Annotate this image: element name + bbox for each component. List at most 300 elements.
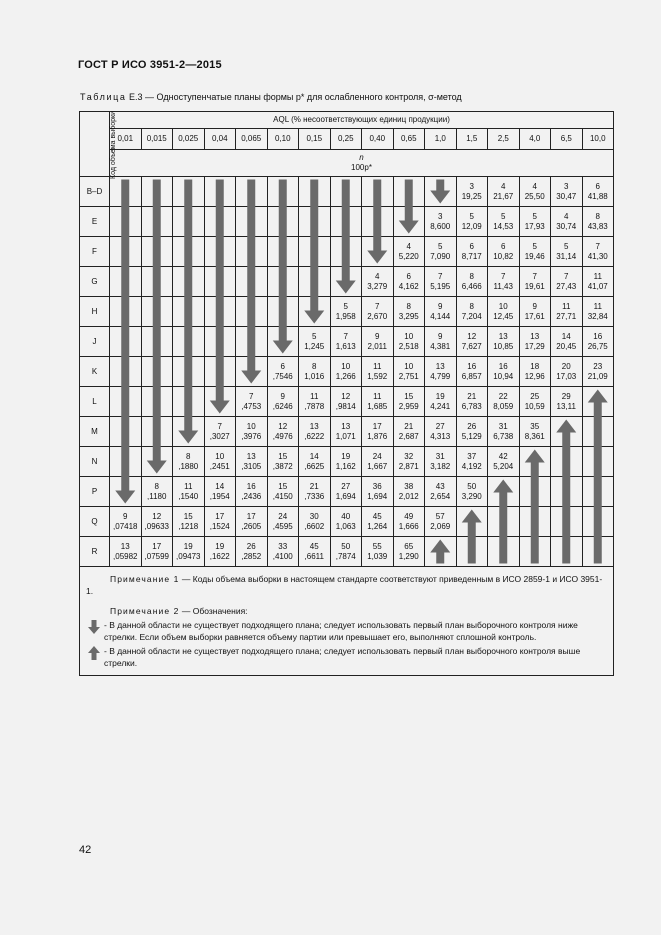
down-arrow-cell — [236, 297, 268, 327]
p-star-value: ,9814 — [335, 401, 356, 411]
sample-size-n: 24 — [372, 451, 382, 461]
p-star-value: ,6222 — [304, 431, 325, 441]
plan-cell — [425, 447, 457, 477]
up-arrow-cell — [519, 477, 551, 507]
plan-cell — [110, 537, 142, 567]
plan-cell — [299, 417, 331, 447]
plan-cell — [393, 387, 425, 417]
down-arrow-cell — [204, 207, 236, 237]
aql-value: 0,25 — [330, 129, 362, 150]
p-star-value: 20,45 — [556, 341, 577, 351]
plan-cell — [299, 447, 331, 477]
p-star-value: ,2852 — [241, 551, 262, 561]
p-star-value: ,1218 — [178, 521, 199, 531]
p-star-value: 1,039 — [367, 551, 388, 561]
p-star-value: ,1954 — [209, 491, 230, 501]
p-star-value: ,2451 — [209, 461, 230, 471]
sample-size-n: 12 — [467, 331, 477, 341]
p-star-value: ,3105 — [241, 461, 262, 471]
down-arrow-cell — [330, 237, 362, 267]
sample-size-n: 36 — [372, 481, 382, 491]
aql-value: 0,40 — [362, 129, 394, 150]
down-arrow-cell — [110, 237, 142, 267]
p-star-value: 17,93 — [524, 221, 545, 231]
down-arrow-cell — [330, 207, 362, 237]
plan-cell — [330, 387, 362, 417]
plan-cell — [267, 387, 299, 417]
p-star-value: 1,016 — [304, 371, 325, 381]
plan-cell — [141, 507, 173, 537]
p-star-value: 2,670 — [367, 311, 388, 321]
p-star-value: 41,30 — [587, 251, 608, 261]
sample-size-code: Q — [80, 507, 110, 537]
p-star-value: 4,313 — [430, 431, 451, 441]
sample-size-n: 15 — [404, 391, 414, 401]
p-star-value: 1,266 — [335, 371, 356, 381]
p-star-value: 1,667 — [367, 461, 388, 471]
sample-size-n: 5 — [469, 211, 474, 221]
sample-size-n: 14 — [309, 451, 319, 461]
sample-size-n: 20 — [561, 361, 571, 371]
plan-cell — [425, 297, 457, 327]
sample-size-n: 57 — [435, 511, 445, 521]
sample-size-n: 5 — [501, 211, 506, 221]
sample-size-n: 8 — [406, 301, 411, 311]
p-star-value: 19,46 — [524, 251, 545, 261]
p-star-value: 2,012 — [398, 491, 419, 501]
sample-size-n: 23 — [593, 361, 603, 371]
sample-size-n: 49 — [404, 511, 414, 521]
p-star-value: ,1622 — [209, 551, 230, 561]
sample-size-n: 13 — [530, 331, 540, 341]
sample-size-n: 50 — [467, 481, 477, 491]
p-star-value: 25,50 — [524, 191, 545, 201]
caption-number: Е.3 — [129, 92, 143, 102]
aql-value: 1,5 — [456, 129, 488, 150]
plan-cell — [425, 207, 457, 237]
sample-size-n: 37 — [467, 451, 477, 461]
table-caption — [80, 92, 462, 102]
sample-size-n: 3 — [469, 181, 474, 191]
arrow-up-icon — [86, 645, 104, 663]
p-star-value: 7,627 — [461, 341, 482, 351]
p-star-value: 1,666 — [398, 521, 419, 531]
down-arrow-cell — [141, 207, 173, 237]
plan-cell — [236, 537, 268, 567]
p-star-value: 19,61 — [524, 281, 545, 291]
sample-size-n: 14 — [215, 481, 225, 491]
plan-cell — [141, 477, 173, 507]
aql-value: 0,10 — [267, 129, 299, 150]
aql-values-row — [80, 129, 614, 150]
p-star-value: 1,071 — [335, 431, 356, 441]
sample-size-n: 19 — [435, 391, 445, 401]
plan-cell — [582, 177, 614, 207]
up-arrow-cell — [488, 507, 520, 537]
plan-cell — [362, 267, 394, 297]
p-star-value: 4,192 — [461, 461, 482, 471]
sample-size-n: 3 — [564, 181, 569, 191]
table-row — [80, 177, 614, 207]
sample-size-n: 8 — [186, 451, 191, 461]
plan-cell — [582, 237, 614, 267]
sample-size-n: 25 — [530, 391, 540, 401]
sample-size-n: 17 — [215, 511, 225, 521]
plan-cell — [551, 177, 583, 207]
down-arrow-cell — [141, 327, 173, 357]
down-arrow-cell — [110, 387, 142, 417]
table-row — [80, 507, 614, 537]
plan-cell — [362, 357, 394, 387]
up-arrow-cell — [488, 537, 520, 567]
sample-size-n: 50 — [341, 541, 351, 551]
plan-cell — [299, 357, 331, 387]
p-star-value: ,09473 — [176, 551, 201, 561]
sample-size-n: 33 — [278, 541, 288, 551]
sample-size-n: 9 — [123, 511, 128, 521]
aql-header: AQL (% несоответствующих единиц продукции) — [110, 112, 614, 129]
down-arrow-cell — [204, 267, 236, 297]
sample-size-n: 45 — [309, 541, 319, 551]
p-star-value: 1,063 — [335, 521, 356, 531]
p-star-value: 8,717 — [461, 251, 482, 261]
p-star-value: 2,687 — [398, 431, 419, 441]
p-star-value: ,6625 — [304, 461, 325, 471]
sample-size-n: 11 — [310, 391, 319, 401]
up-arrow-cell — [519, 507, 551, 537]
p-star-value: 17,29 — [524, 341, 545, 351]
down-arrow-cell — [236, 327, 268, 357]
p-star-value: 3,295 — [398, 311, 419, 321]
up-arrow-cell — [551, 447, 583, 477]
up-arrow-cell — [582, 537, 614, 567]
sample-size-n: 17 — [246, 511, 256, 521]
sample-size-code: K — [80, 357, 110, 387]
down-arrow-cell — [110, 417, 142, 447]
p-star-value: ,1540 — [178, 491, 199, 501]
sample-size-n: 27 — [435, 421, 445, 431]
plan-cell — [299, 507, 331, 537]
plan-cell — [330, 537, 362, 567]
table-row — [80, 357, 614, 387]
plan-cell — [393, 237, 425, 267]
sample-size-n: 45 — [372, 511, 382, 521]
p-star-value: 4,241 — [430, 401, 451, 411]
p-star-value: ,07418 — [113, 521, 138, 531]
p-star-value: 2,518 — [398, 341, 419, 351]
sample-size-n: 31 — [498, 421, 508, 431]
plan-cell — [173, 507, 205, 537]
p-star-value: 13,11 — [556, 401, 576, 411]
aql-value: 0,15 — [299, 129, 331, 150]
sample-size-n: 43 — [435, 481, 445, 491]
down-arrow-cell — [173, 237, 205, 267]
sample-size-n: 26 — [467, 421, 477, 431]
aql-value: 0,025 — [173, 129, 205, 150]
down-arrow-cell — [110, 357, 142, 387]
plan-cell — [425, 387, 457, 417]
p-star-value: ,2436 — [241, 491, 262, 501]
down-arrow-cell — [110, 327, 142, 357]
plan-cell — [551, 297, 583, 327]
p-star-value: 4,144 — [430, 311, 451, 321]
down-arrow-cell — [236, 237, 268, 267]
down-arrow-cell — [362, 177, 394, 207]
sample-size-n: 9 — [375, 331, 380, 341]
sample-size-code: F — [80, 237, 110, 267]
sample-size-code: L — [80, 387, 110, 417]
p-star-value: 5,204 — [493, 461, 514, 471]
note-1: Примечание 1 — Коды объема выборки в настоящем стандарте соответствуют приведенным в ИСО 2859-1 и ИСО 3951-1. — [86, 574, 603, 596]
sample-size-n: 10 — [215, 451, 225, 461]
p-star-value: 1,245 — [304, 341, 325, 351]
p-star-value: 8,600 — [430, 221, 451, 231]
legend-down: - В данной области не существует подходящего плана; следует использовать первый план выборочного контроля ниже стрелки. Если объем выборки равняется объему партии или превышает его, выполняют сплошной контроль. — [86, 619, 607, 643]
plan-cell — [330, 297, 362, 327]
up-arrow-cell — [582, 387, 614, 417]
sample-size-n: 13 — [120, 541, 130, 551]
down-arrow-cell — [141, 297, 173, 327]
down-arrow-cell — [173, 357, 205, 387]
down-arrow-cell — [299, 267, 331, 297]
plan-cell — [267, 507, 299, 537]
plan-cell — [519, 237, 551, 267]
p-star-value: 2,751 — [398, 371, 419, 381]
aql-value: 0,065 — [236, 129, 268, 150]
sample-size-n: 7 — [217, 421, 222, 431]
p-star-value: 1,290 — [398, 551, 419, 561]
plan-cell — [425, 477, 457, 507]
plan-cell — [425, 237, 457, 267]
p-star-value: 21,67 — [493, 191, 514, 201]
p-star-value: 21,09 — [587, 371, 608, 381]
p-star-value: 2,011 — [367, 341, 387, 351]
sample-size-n: 8 — [312, 361, 317, 371]
p-star-value: 10,94 — [493, 371, 514, 381]
plan-cell — [299, 327, 331, 357]
p-star-value: ,7878 — [304, 401, 325, 411]
sample-size-n: 6 — [469, 241, 474, 251]
down-arrow-cell — [236, 357, 268, 387]
sample-size-n: 7 — [343, 331, 348, 341]
sample-size-n: 16 — [246, 481, 256, 491]
plan-cell — [173, 537, 205, 567]
sample-size-n: 4 — [375, 271, 380, 281]
down-arrow-cell — [330, 267, 362, 297]
down-arrow-cell — [204, 387, 236, 417]
down-arrow-cell — [236, 177, 268, 207]
page-number: 42 — [79, 844, 92, 856]
p-star-value: 2,959 — [398, 401, 419, 411]
p-star-value: 17,03 — [556, 371, 577, 381]
plan-cell — [393, 297, 425, 327]
sample-size-n: 35 — [530, 421, 540, 431]
plan-cell — [456, 447, 488, 477]
sample-size-n: 11 — [593, 271, 602, 281]
notes-cell — [80, 567, 614, 676]
p-star-value: ,4150 — [272, 491, 293, 501]
aql-value: 0,015 — [141, 129, 173, 150]
p-star-value: ,6246 — [272, 401, 293, 411]
down-arrow-cell — [204, 177, 236, 207]
plan-cell — [362, 327, 394, 357]
plan-cell — [330, 447, 362, 477]
sample-size-n: 10 — [404, 331, 414, 341]
p-star-value: 26,75 — [587, 341, 608, 351]
plan-cell — [393, 267, 425, 297]
p-star-value: 27,71 — [556, 311, 577, 321]
table-row — [80, 207, 614, 237]
plan-cell — [456, 297, 488, 327]
plan-cell — [519, 357, 551, 387]
plan-cell — [551, 267, 583, 297]
sample-size-n: 16 — [593, 331, 603, 341]
sample-size-n: 4 — [501, 181, 506, 191]
plan-cell — [236, 447, 268, 477]
p-star-value: ,6611 — [304, 551, 324, 561]
table-row — [80, 267, 614, 297]
sample-size-n: 7 — [249, 391, 254, 401]
sample-size-n: 8 — [595, 211, 600, 221]
aql-value: 0,04 — [204, 129, 236, 150]
sample-size-n: 6 — [595, 181, 600, 191]
down-arrow-cell — [141, 177, 173, 207]
sample-size-code: M — [80, 417, 110, 447]
sample-size-n: 9 — [438, 301, 443, 311]
sampling-plan-table — [79, 111, 614, 676]
p-star-value: 27,43 — [556, 281, 577, 291]
down-arrow-cell — [110, 177, 142, 207]
plan-cell — [299, 537, 331, 567]
sample-size-n: 21 — [404, 421, 414, 431]
plan-cell — [425, 417, 457, 447]
plan-cell — [425, 357, 457, 387]
down-arrow-cell — [267, 327, 299, 357]
sample-size-n: 7 — [501, 271, 506, 281]
plan-cell — [519, 327, 551, 357]
p-star-value: ,6602 — [304, 521, 325, 531]
up-arrow-cell — [582, 447, 614, 477]
aql-value: 0,65 — [393, 129, 425, 150]
plan-cell — [456, 357, 488, 387]
down-arrow-cell — [110, 207, 142, 237]
down-arrow-cell — [141, 357, 173, 387]
plan-cell — [425, 267, 457, 297]
p-star-value: ,1524 — [209, 521, 230, 531]
sample-size-n: 8 — [469, 271, 474, 281]
p-star-value: 3,182 — [430, 461, 451, 471]
plan-cell — [456, 477, 488, 507]
sample-size-n: 16 — [467, 361, 477, 371]
sample-size-code: B–D — [80, 177, 110, 207]
sample-size-n: 7 — [595, 241, 600, 251]
sample-size-n: 11 — [562, 301, 571, 311]
plan-cell — [393, 537, 425, 567]
up-arrow-cell — [582, 477, 614, 507]
sample-size-n: 3 — [438, 211, 443, 221]
sample-size-code: N — [80, 447, 110, 477]
sample-size-n: 11 — [373, 361, 382, 371]
plan-cell — [330, 507, 362, 537]
aql-value: 0,01 — [110, 129, 142, 150]
sample-size-n: 27 — [341, 481, 351, 491]
sample-size-n: 9 — [532, 301, 537, 311]
sample-size-n: 6 — [406, 271, 411, 281]
p-star-value: ,3976 — [241, 431, 262, 441]
down-arrow-cell — [173, 297, 205, 327]
plan-cell — [236, 417, 268, 447]
p-star-value: ,3027 — [209, 431, 230, 441]
up-arrow-cell — [456, 507, 488, 537]
down-arrow-cell — [141, 267, 173, 297]
down-arrow-cell — [299, 237, 331, 267]
plan-cell — [488, 177, 520, 207]
up-arrow-cell — [425, 537, 457, 567]
p-star-value: 4,381 — [430, 341, 451, 351]
sample-size-n: 4 — [406, 241, 411, 251]
plan-cell — [204, 417, 236, 447]
plan-cell — [488, 387, 520, 417]
table-row — [80, 537, 614, 567]
down-arrow-cell — [141, 447, 173, 477]
sample-size-n: 11 — [373, 391, 382, 401]
plan-cell — [582, 327, 614, 357]
sample-size-code-header: Код объема выборки — [80, 112, 110, 177]
up-arrow-cell — [456, 537, 488, 567]
plan-cell — [425, 327, 457, 357]
plan-cell — [330, 327, 362, 357]
n-p-header — [110, 150, 614, 177]
plan-cell — [267, 357, 299, 387]
down-arrow-cell — [173, 417, 205, 447]
p-star-value: 1,162 — [335, 461, 356, 471]
p-star-value: 1,958 — [335, 311, 356, 321]
plan-cell — [488, 207, 520, 237]
sample-size-n: 15 — [278, 451, 288, 461]
down-arrow-cell — [204, 327, 236, 357]
sample-size-code: G — [80, 267, 110, 297]
sample-size-n: 14 — [561, 331, 571, 341]
p-star-value: 14,53 — [493, 221, 514, 231]
plan-cell — [236, 507, 268, 537]
plan-cell — [362, 477, 394, 507]
table-row — [80, 387, 614, 417]
p-star-value: 10,82 — [493, 251, 514, 261]
down-arrow-cell — [204, 297, 236, 327]
p-star-value: 6,857 — [461, 371, 482, 381]
sample-size-n: 7 — [438, 271, 443, 281]
p-star-value: ,7546 — [272, 371, 293, 381]
plan-cell — [488, 297, 520, 327]
plan-cell — [551, 357, 583, 387]
sample-size-n: 17 — [372, 421, 382, 431]
down-arrow-cell — [267, 297, 299, 327]
sample-size-code: J — [80, 327, 110, 357]
sample-size-n: 10 — [498, 301, 508, 311]
table-row — [80, 447, 614, 477]
plan-cell — [330, 417, 362, 447]
p-star-value: 4,162 — [398, 281, 419, 291]
p-star-value: 8,361 — [524, 431, 545, 441]
down-arrow-cell — [173, 387, 205, 417]
table-row — [80, 297, 614, 327]
plan-cell — [456, 327, 488, 357]
aql-value: 6,5 — [551, 129, 583, 150]
p-star-value: 5,129 — [461, 431, 482, 441]
sample-size-n: 29 — [561, 391, 571, 401]
p-star-value: ,09633 — [144, 521, 169, 531]
sample-size-n: 65 — [404, 541, 414, 551]
